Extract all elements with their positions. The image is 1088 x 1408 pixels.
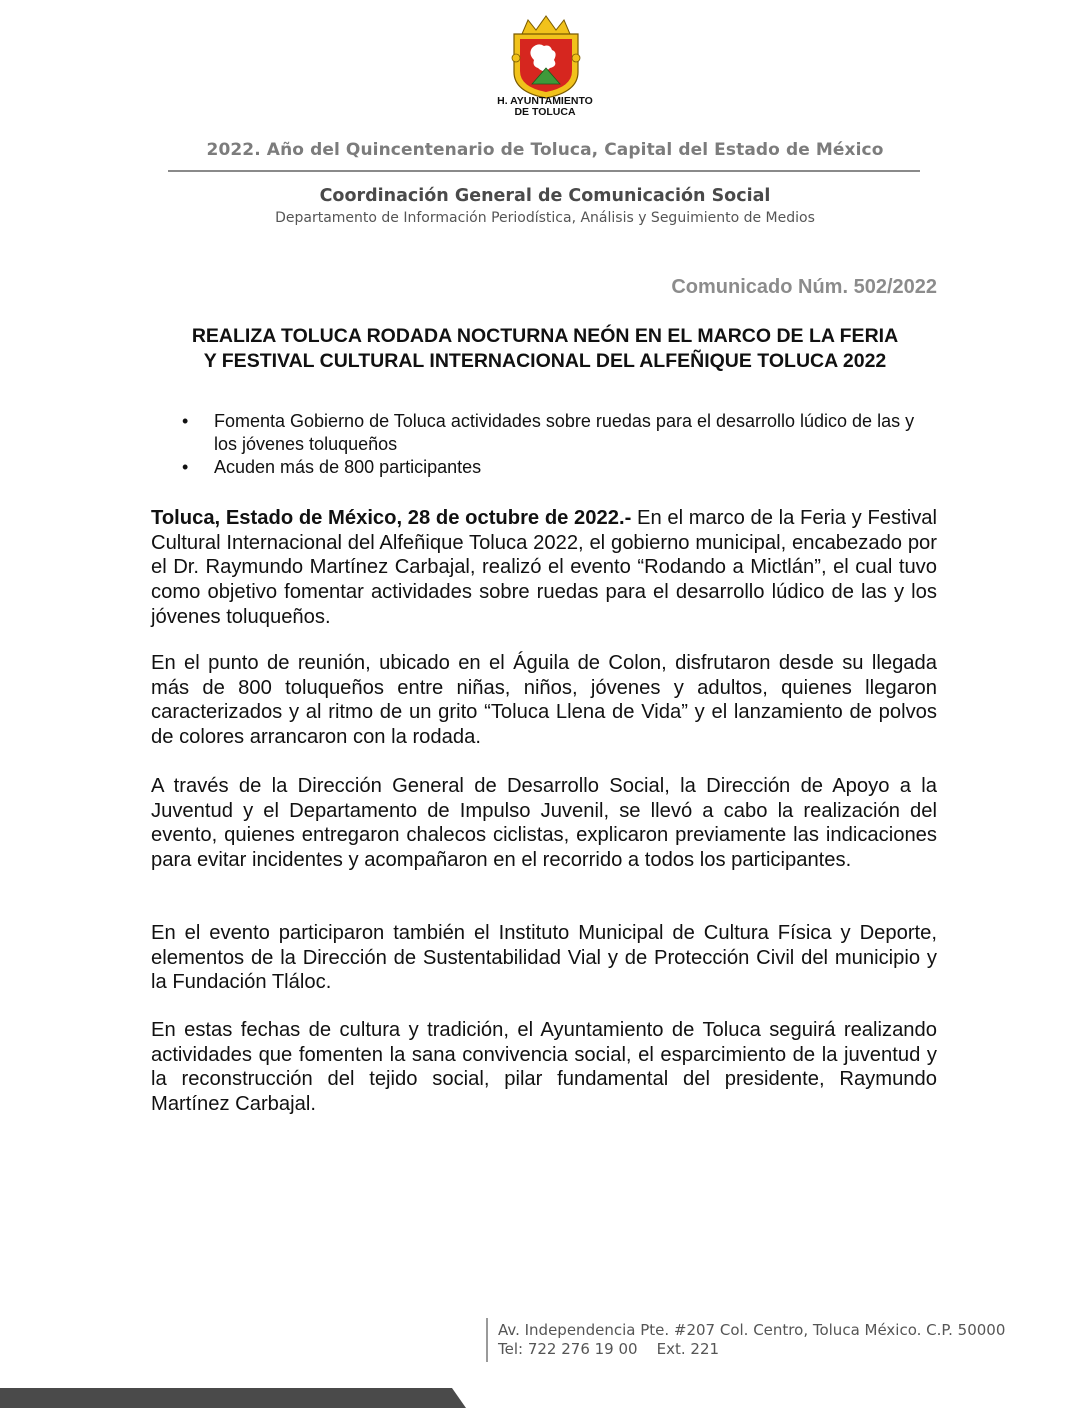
body-paragraph [151,506,937,630]
list-item [152,410,942,456]
year-motto: 2022. Año del Quincentenario de Toluca, Capital del Estado de México [206,140,884,160]
footer-divider [486,1318,488,1362]
logo-caption-line1: H. AYUNTAMIENTO [497,95,593,107]
footer-band [0,1388,1088,1408]
logo-caption [470,96,620,118]
coordination-title: Coordinación General de Comunicación Social [319,186,771,206]
body-paragraph: En el punto de reunión, ubicado en el Águila de Colon, disfrutaron desde su llegada más de 800 toluqueños entre niñas, niños, jóvenes y adultos, quienes llegaron caracterizados y al ritmo de un grito “Toluca Llena de Vida” y el lanzamiento de polvos de colores arrancaron con la rodada. [151,652,937,749]
header-divider [168,170,920,172]
comunicado-number: Comunicado Núm. 502/2022 [671,276,937,298]
bullet-text: Fomenta Gobierno de Toluca actividades sobre ruedas para el desarrollo lúdico de las y los jóvenes toluqueños [214,411,915,454]
footer-phone: Tel: 722 276 19 00 Ext. 221 [498,1340,720,1358]
bullet-icon: • [182,411,189,431]
bullet-text: Acuden más de 800 participantes [214,457,482,477]
highlights-list [152,410,942,479]
body-paragraph: En el evento participaron también el Instituto Municipal de Cultura Física y Deporte, elementos de la Dirección de Sustentabilidad Vial y de Protección Civil del municipio y la Fundación Tláloc. [151,922,937,994]
list-item [152,456,942,479]
body-paragraph: En estas fechas de cultura y tradición, el Ayuntamiento de Toluca seguirá realizando actividades que fomenten la sana convivencia social, el esparcimiento de la juventud y la reconstrucción del tejido social, pilar fundamental del presidente, Raymundo Martínez Carbajal. [151,1019,937,1116]
bullet-icon: • [182,457,189,477]
headline-line-1: REALIZA TOLUCA RODADA NOCTURNA NEÓN EN EL MARCO DE LA FERIA [191,325,899,347]
body-paragraph: A través de la Dirección General de Desarrollo Social, la Dirección de Apoyo a la Juventud y el Departamento de Impulso Juvenil, se llevó a cabo la realización del evento, quienes entregaron chalecos ciclistas, explicaron previamente las indicaciones para evitar incidentes y acompañaron en el recorrido a todos los participantes. [151,775,937,872]
footer-address: Av. Independencia Pte. #207 Col. Centro, Toluca México. C.P. 50000 [498,1321,1006,1339]
headline-line-2: Y FESTIVAL CULTURAL INTERNACIONAL DEL ALFEÑIQUE TOLUCA 2022 [203,350,887,372]
logo-caption-line2: DE TOLUCA [514,106,576,118]
dateline: Toluca, Estado de México, 28 de octubre de 2022.- [151,507,632,529]
coordination-subtitle: Departamento de Información Periodística, Análisis y Seguimiento de Medios [275,210,815,226]
press-release-headline [150,324,940,374]
paragraph-text: En el marco de la Feria y Festival Cultural Internacional del Alfeñique Toluca 2022, el gobierno municipal, encabezado por el Dr. Raymundo Martínez Carbajal, realizó el evento “Rodando a Mictlán”, el cual tuvo como objetivo fomentar actividades sobre ruedas para el desarrollo lúdico de las y los jóvenes toluqueños. [151,507,937,628]
